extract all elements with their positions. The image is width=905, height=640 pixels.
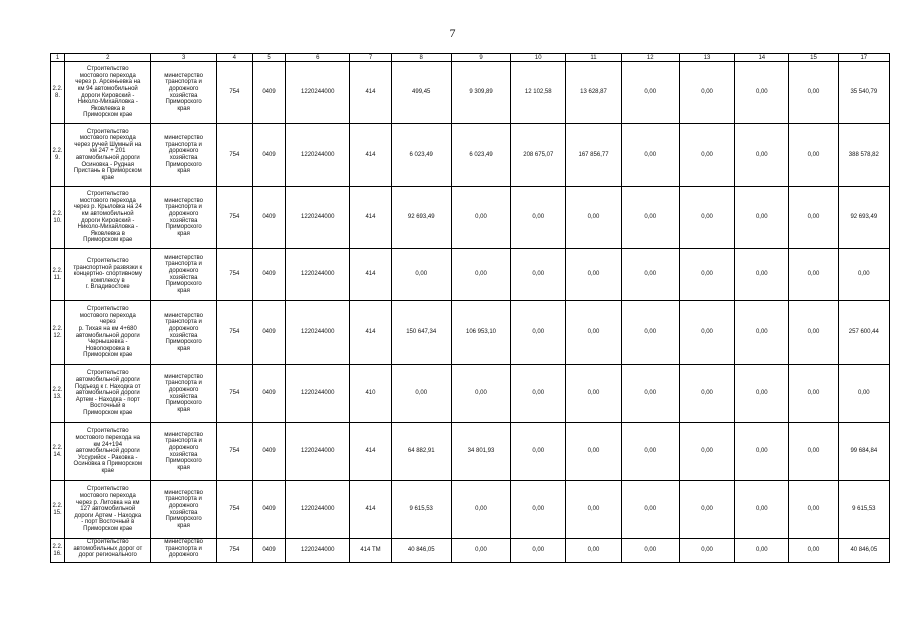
col-15-cell: 0,00 bbox=[789, 365, 838, 423]
row-description: Строительство мостового перехода через р. Крыловка на 24 км автомобильной дороги Кировский - Николо-Михайловка - Яковлевка в Приморском крае bbox=[65, 187, 151, 249]
budget-table bbox=[50, 53, 890, 563]
col-7-cell: 410 bbox=[350, 365, 391, 423]
header-cell: 14 bbox=[735, 54, 789, 62]
row-description: Строительство мостового перехода через р. Тихая на км 4+680 автомобильной дороги Чернышевка - Новопокровка в Приморском крае bbox=[65, 301, 151, 365]
col-12-cell: 0,00 bbox=[621, 365, 679, 423]
col-13-cell: 0,00 bbox=[679, 187, 734, 249]
row-description: Строительство транспортной развязки к концертно- спортивному комплексу в г. Владивостоке bbox=[65, 249, 151, 301]
page-number: 7 bbox=[449, 26, 456, 40]
col-4-cell: 754 bbox=[216, 301, 252, 365]
row-organization: министерство транспорта и дорожного хозяйства Приморского края bbox=[151, 62, 216, 124]
table-row bbox=[51, 249, 890, 301]
col-8-cell: 6 023,49 bbox=[391, 124, 451, 187]
col-6-cell: 1220244000 bbox=[286, 187, 350, 249]
col-4-cell: 754 bbox=[216, 187, 252, 249]
row-code: 2.2. 16. bbox=[51, 539, 65, 563]
col-6-cell: 1220244000 bbox=[286, 124, 350, 187]
row-code: 2.2. 8. bbox=[51, 62, 65, 124]
col-13-cell: 0,00 bbox=[679, 124, 734, 187]
col-10-cell: 0,00 bbox=[511, 301, 566, 365]
col-10-cell: 0,00 bbox=[511, 365, 566, 423]
col-14-cell: 0,00 bbox=[735, 62, 789, 124]
col-15-cell: 0,00 bbox=[789, 249, 838, 301]
table-row bbox=[51, 481, 890, 539]
col-11-cell: 167 856,77 bbox=[566, 124, 621, 187]
row-description: Строительство мостового перехода на км 24+194 автомобильной дороги Уссурийск - Раковка - Осиновка в Приморском крае bbox=[65, 423, 151, 481]
col-17-cell: 257 600,44 bbox=[838, 301, 889, 365]
header-cell: 4 bbox=[216, 54, 252, 62]
col-17-cell: 0,00 bbox=[838, 365, 889, 423]
row-organization: министерство транспорта и дорожного хозяйства Приморского края bbox=[151, 423, 216, 481]
col-13-cell: 0,00 bbox=[679, 423, 734, 481]
header-cell: 13 bbox=[679, 54, 734, 62]
col-4-cell: 754 bbox=[216, 365, 252, 423]
header-cell: 3 bbox=[151, 54, 216, 62]
row-organization: министерство транспорта и дорожного хозяйства Приморского края bbox=[151, 301, 216, 365]
col-9-cell: 34 801,93 bbox=[451, 423, 510, 481]
col-8-cell: 0,00 bbox=[391, 249, 451, 301]
col-12-cell: 0,00 bbox=[621, 62, 679, 124]
col-5-cell: 0409 bbox=[252, 62, 285, 124]
col-11-cell: 13 628,87 bbox=[566, 62, 621, 124]
col-10-cell: 0,00 bbox=[511, 481, 566, 539]
col-7-cell: 414 bbox=[350, 62, 391, 124]
col-13-cell: 0,00 bbox=[679, 249, 734, 301]
col-12-cell: 0,00 bbox=[621, 423, 679, 481]
col-17-cell: 388 578,82 bbox=[838, 124, 889, 187]
col-14-cell: 0,00 bbox=[735, 539, 789, 563]
col-10-cell: 0,00 bbox=[511, 187, 566, 249]
col-7-cell: 414 bbox=[350, 187, 391, 249]
table-row bbox=[51, 124, 890, 187]
col-7-cell: 414 bbox=[350, 481, 391, 539]
col-9-cell: 0,00 bbox=[451, 539, 510, 563]
col-13-cell: 0,00 bbox=[679, 539, 734, 563]
row-code: 2.2. 9. bbox=[51, 124, 65, 187]
table-row bbox=[51, 423, 890, 481]
col-8-cell: 499,45 bbox=[391, 62, 451, 124]
col-5-cell: 0409 bbox=[252, 539, 285, 563]
col-8-cell: 92 693,49 bbox=[391, 187, 451, 249]
col-8-cell: 40 846,05 bbox=[391, 539, 451, 563]
header-cell: 17 bbox=[838, 54, 889, 62]
row-description: Строительство мостового перехода через р. Арсеньевка на км 94 автомобильной дороги Кировский - Николо-Михайловка - Яковлевка в Приморском крае bbox=[65, 62, 151, 124]
table-row bbox=[51, 539, 890, 563]
col-17-cell: 40 846,05 bbox=[838, 539, 889, 563]
col-6-cell: 1220244000 bbox=[286, 249, 350, 301]
col-7-cell: 414 ТМ bbox=[350, 539, 391, 563]
col-9-cell: 6 023,49 bbox=[451, 124, 510, 187]
row-organization: министерство транспорта и дорожного bbox=[151, 539, 216, 563]
table-row bbox=[51, 301, 890, 365]
col-4-cell: 754 bbox=[216, 423, 252, 481]
col-15-cell: 0,00 bbox=[789, 539, 838, 563]
col-12-cell: 0,00 bbox=[621, 187, 679, 249]
col-14-cell: 0,00 bbox=[735, 423, 789, 481]
header-row bbox=[51, 54, 890, 62]
table-row bbox=[51, 62, 890, 124]
row-code: 2.2. 15. bbox=[51, 481, 65, 539]
row-organization: министерство транспорта и дорожного хозяйства Приморского края bbox=[151, 481, 216, 539]
col-8-cell: 64 882,91 bbox=[391, 423, 451, 481]
row-code: 2.2. 12. bbox=[51, 301, 65, 365]
col-13-cell: 0,00 bbox=[679, 481, 734, 539]
col-5-cell: 0409 bbox=[252, 187, 285, 249]
row-organization: министерство транспорта и дорожного хозяйства Приморского края bbox=[151, 249, 216, 301]
col-9-cell: 0,00 bbox=[451, 249, 510, 301]
col-14-cell: 0,00 bbox=[735, 481, 789, 539]
col-9-cell: 0,00 bbox=[451, 187, 510, 249]
col-11-cell: 0,00 bbox=[566, 423, 621, 481]
col-14-cell: 0,00 bbox=[735, 249, 789, 301]
header-cell: 12 bbox=[621, 54, 679, 62]
col-12-cell: 0,00 bbox=[621, 539, 679, 563]
col-5-cell: 0409 bbox=[252, 301, 285, 365]
col-6-cell: 1220244000 bbox=[286, 301, 350, 365]
col-7-cell: 414 bbox=[350, 124, 391, 187]
col-4-cell: 754 bbox=[216, 481, 252, 539]
col-15-cell: 0,00 bbox=[789, 124, 838, 187]
col-8-cell: 9 615,53 bbox=[391, 481, 451, 539]
row-description: Строительство автомобильных дорог от дорог регионального bbox=[65, 539, 151, 563]
header-cell: 15 bbox=[789, 54, 838, 62]
row-code: 2.2. 11. bbox=[51, 249, 65, 301]
col-13-cell: 0,00 bbox=[679, 62, 734, 124]
col-5-cell: 0409 bbox=[252, 423, 285, 481]
col-5-cell: 0409 bbox=[252, 124, 285, 187]
col-11-cell: 0,00 bbox=[566, 481, 621, 539]
col-7-cell: 414 bbox=[350, 249, 391, 301]
col-17-cell: 0,00 bbox=[838, 249, 889, 301]
col-6-cell: 1220244000 bbox=[286, 62, 350, 124]
col-11-cell: 0,00 bbox=[566, 301, 621, 365]
row-description: Строительство мостового перехода через ручей Шумный на км 247 + 201 автомобильной дороги Осиновка - Рудная Пристань в Приморском крае bbox=[65, 124, 151, 187]
header-cell: 10 bbox=[511, 54, 566, 62]
col-6-cell: 1220244000 bbox=[286, 481, 350, 539]
col-4-cell: 754 bbox=[216, 124, 252, 187]
row-description: Строительство мостового перехода через р. Литовка на км 127 автомобильной дороги Артем - Находка - порт Восточный в Приморском крае bbox=[65, 481, 151, 539]
col-6-cell: 1220244000 bbox=[286, 539, 350, 563]
row-description: Строительство автомобильной дороги Подъезд к г. Находка от автомобильной дороги Артем - Находка - порт Восточный в Приморском крае bbox=[65, 365, 151, 423]
col-12-cell: 0,00 bbox=[621, 301, 679, 365]
header-cell: 5 bbox=[252, 54, 285, 62]
table-row bbox=[51, 365, 890, 423]
col-8-cell: 150 647,34 bbox=[391, 301, 451, 365]
col-8-cell: 0,00 bbox=[391, 365, 451, 423]
col-15-cell: 0,00 bbox=[789, 187, 838, 249]
col-10-cell: 12 102,58 bbox=[511, 62, 566, 124]
col-14-cell: 0,00 bbox=[735, 365, 789, 423]
header-cell: 7 bbox=[350, 54, 391, 62]
col-5-cell: 0409 bbox=[252, 481, 285, 539]
col-9-cell: 0,00 bbox=[451, 481, 510, 539]
col-6-cell: 1220244000 bbox=[286, 365, 350, 423]
row-code: 2.2. 13. bbox=[51, 365, 65, 423]
header-cell: 6 bbox=[286, 54, 350, 62]
col-4-cell: 754 bbox=[216, 539, 252, 563]
row-code: 2.2. 10. bbox=[51, 187, 65, 249]
col-7-cell: 414 bbox=[350, 301, 391, 365]
row-organization: министерство транспорта и дорожного хозяйства Приморского края bbox=[151, 124, 216, 187]
header-cell: 11 bbox=[566, 54, 621, 62]
col-10-cell: 0,00 bbox=[511, 249, 566, 301]
col-14-cell: 0,00 bbox=[735, 187, 789, 249]
col-13-cell: 0,00 bbox=[679, 301, 734, 365]
col-17-cell: 99 684,84 bbox=[838, 423, 889, 481]
col-11-cell: 0,00 bbox=[566, 187, 621, 249]
col-12-cell: 0,00 bbox=[621, 249, 679, 301]
col-10-cell: 0,00 bbox=[511, 539, 566, 563]
header-cell: 8 bbox=[391, 54, 451, 62]
col-15-cell: 0,00 bbox=[789, 301, 838, 365]
col-11-cell: 0,00 bbox=[566, 365, 621, 423]
header-cell: 9 bbox=[451, 54, 510, 62]
col-14-cell: 0,00 bbox=[735, 301, 789, 365]
row-code: 2.2. 14. bbox=[51, 423, 65, 481]
col-15-cell: 0,00 bbox=[789, 481, 838, 539]
col-12-cell: 0,00 bbox=[621, 481, 679, 539]
col-17-cell: 9 615,53 bbox=[838, 481, 889, 539]
header-cell: 2 bbox=[65, 54, 151, 62]
row-organization: министерство транспорта и дорожного хозяйства Приморского края bbox=[151, 365, 216, 423]
col-15-cell: 0,00 bbox=[789, 423, 838, 481]
header-cell: 1 bbox=[51, 54, 65, 62]
col-4-cell: 754 bbox=[216, 249, 252, 301]
col-10-cell: 0,00 bbox=[511, 423, 566, 481]
col-17-cell: 92 693,49 bbox=[838, 187, 889, 249]
col-5-cell: 0409 bbox=[252, 365, 285, 423]
table-row bbox=[51, 187, 890, 249]
col-13-cell: 0,00 bbox=[679, 365, 734, 423]
col-7-cell: 414 bbox=[350, 423, 391, 481]
col-5-cell: 0409 bbox=[252, 249, 285, 301]
col-9-cell: 9 309,89 bbox=[451, 62, 510, 124]
col-11-cell: 0,00 bbox=[566, 539, 621, 563]
col-11-cell: 0,00 bbox=[566, 249, 621, 301]
col-12-cell: 0,00 bbox=[621, 124, 679, 187]
col-14-cell: 0,00 bbox=[735, 124, 789, 187]
col-6-cell: 1220244000 bbox=[286, 423, 350, 481]
col-9-cell: 0,00 bbox=[451, 365, 510, 423]
col-17-cell: 35 540,79 bbox=[838, 62, 889, 124]
col-10-cell: 208 675,07 bbox=[511, 124, 566, 187]
row-organization: министерство транспорта и дорожного хозяйства Приморского края bbox=[151, 187, 216, 249]
col-15-cell: 0,00 bbox=[789, 62, 838, 124]
col-9-cell: 106 953,10 bbox=[451, 301, 510, 365]
col-4-cell: 754 bbox=[216, 62, 252, 124]
